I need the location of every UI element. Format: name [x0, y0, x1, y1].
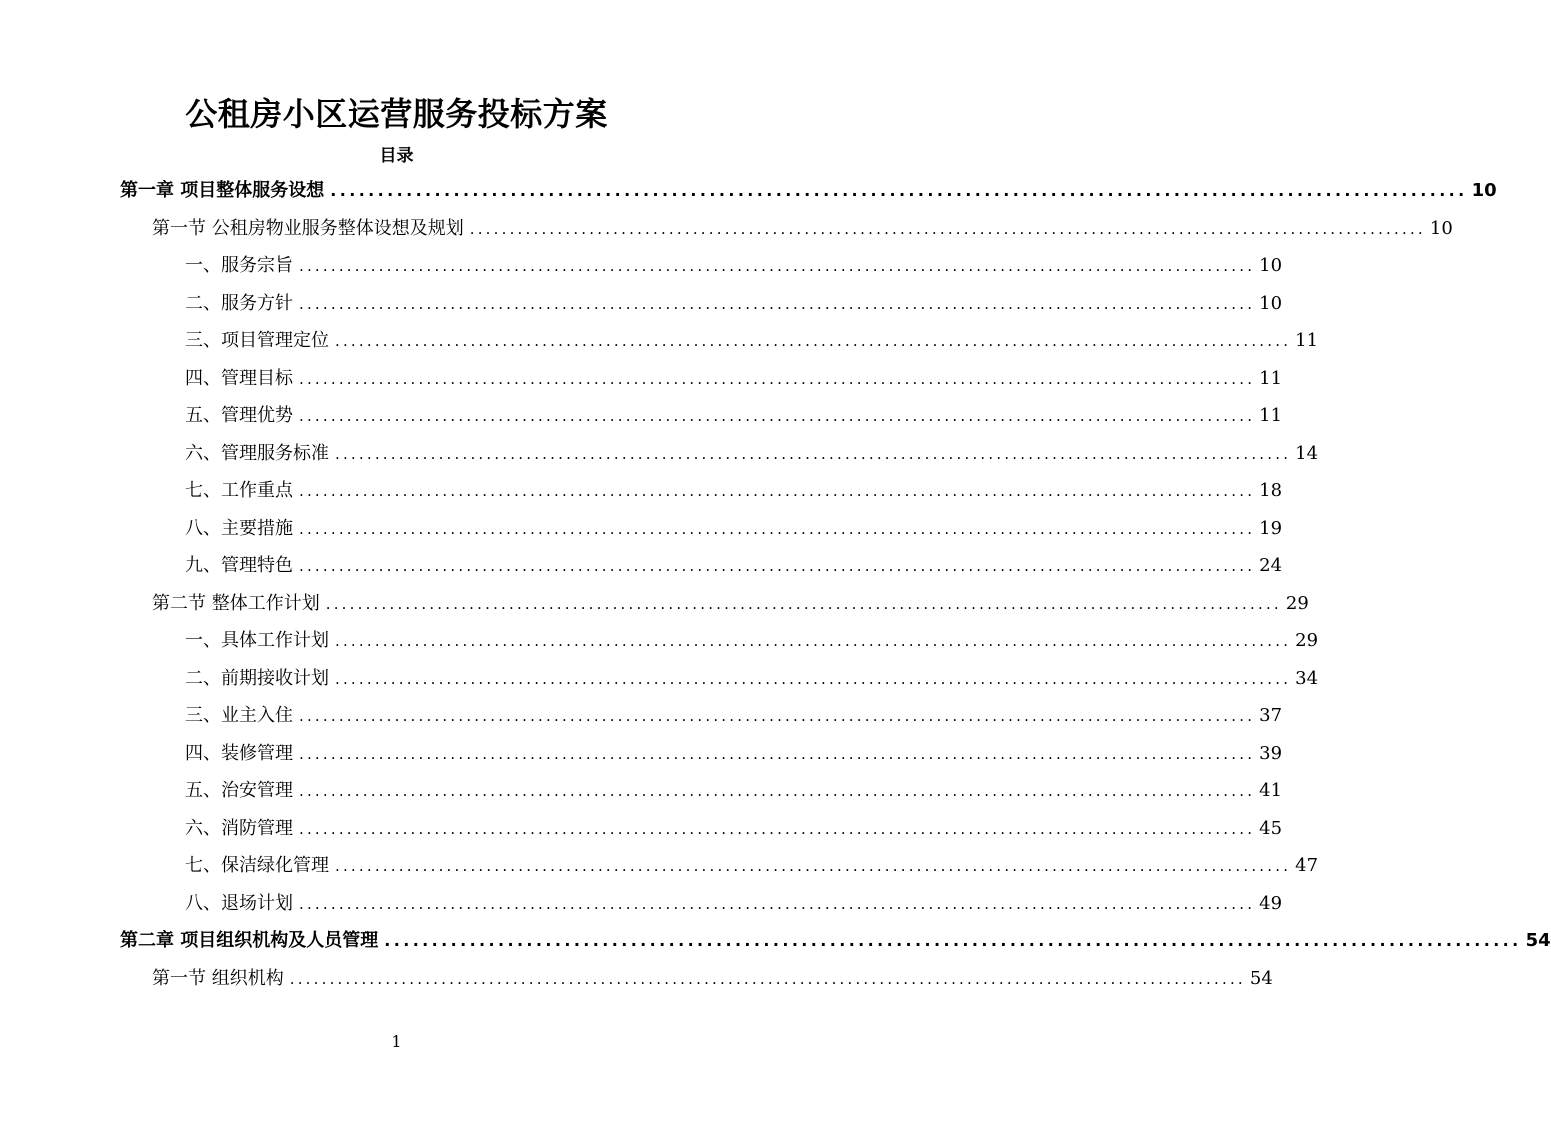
toc-dot-leader: ........................................................................................................................: [325, 594, 1282, 613]
toc-entry-page-number: 11: [1259, 405, 1283, 426]
toc-dot-leader: ........................................................................................................................: [384, 931, 1522, 950]
footer-page-number: 1: [391, 1032, 402, 1051]
toc-dot-leader: ........................................................................................................................: [299, 819, 1256, 838]
toc-entry-label: 六、管理服务标准: [185, 442, 329, 464]
toc-entry-page-number: 14: [1295, 442, 1319, 464]
document-title: 公租房小区运营服务投标方案: [185, 95, 608, 133]
toc-dot-leader: ........................................................................................................................: [299, 519, 1256, 538]
toc-entry[interactable]: [185, 476, 1283, 506]
toc-dot-leader: ........................................................................................................................: [330, 181, 1468, 200]
toc-entry-label: 一、服务宗旨: [185, 255, 293, 276]
toc-entry-page-number: 45: [1259, 817, 1283, 839]
toc-entry-label: 二、前期接收计划: [185, 667, 329, 689]
toc-dot-leader: ........................................................................................................................: [299, 894, 1256, 913]
toc-entry-page-number: 54: [1249, 967, 1273, 989]
toc-entry[interactable]: [185, 551, 1283, 581]
toc-entry[interactable]: [185, 776, 1283, 806]
toc-entry-label: 六、消防管理: [185, 817, 293, 839]
toc-entry[interactable]: [185, 251, 1283, 281]
toc-entry[interactable]: [185, 364, 1283, 394]
toc-entry[interactable]: [185, 401, 1283, 431]
toc-dot-leader: ........................................................................................................................: [299, 482, 1256, 500]
toc-entry[interactable]: [152, 214, 1453, 244]
toc-dot-leader: ........................................................................................................................: [335, 632, 1292, 650]
toc-entry-page-number: 11: [1259, 367, 1283, 389]
toc-entry[interactable]: [152, 589, 1309, 619]
toc-entry-label: 第二章 项目组织机构及人员管理: [120, 930, 379, 951]
toc-entry[interactable]: [120, 176, 1497, 206]
toc-entry-label: 七、工作重点: [185, 480, 293, 501]
toc-entry-label: 五、治安管理: [185, 780, 293, 801]
toc-dot-leader: ........................................................................................................................: [299, 257, 1256, 275]
toc-entry-page-number: 41: [1259, 780, 1283, 801]
toc-entry[interactable]: [152, 964, 1273, 994]
toc-entry-page-number: 18: [1259, 480, 1283, 501]
toc-entry[interactable]: [185, 739, 1283, 769]
toc-entry-label: 八、退场计划: [185, 892, 293, 914]
toc-entry[interactable]: [185, 814, 1283, 844]
toc-entry-page-number: 10: [1429, 217, 1453, 239]
toc-entry-page-number: 29: [1295, 630, 1319, 651]
toc-entry-page-number: 10: [1471, 180, 1497, 201]
toc-entry[interactable]: [185, 701, 1283, 731]
toc-entry-label: 一、具体工作计划: [185, 630, 329, 651]
toc-dot-leader: ........................................................................................................................: [299, 707, 1256, 725]
toc-entry-page-number: 54: [1525, 930, 1551, 951]
toc-entry-label: 四、装修管理: [185, 742, 293, 764]
toc-dot-leader: ........................................................................................................................: [289, 969, 1246, 988]
toc-entry[interactable]: [185, 439, 1319, 469]
toc-entry-label: 四、管理目标: [185, 367, 293, 389]
toc-dot-leader: ........................................................................................................................: [335, 332, 1292, 350]
toc-entry[interactable]: [185, 664, 1319, 694]
toc-entry-page-number: 11: [1295, 330, 1319, 351]
toc-dot-leader: ........................................................................................................................: [335, 857, 1292, 875]
toc-entry-page-number: 10: [1259, 292, 1283, 314]
toc-entry-page-number: 34: [1295, 667, 1319, 689]
toc-entry[interactable]: [185, 851, 1319, 881]
toc-entry-label: 八、主要措施: [185, 517, 293, 539]
toc-entry-label: 二、服务方针: [185, 292, 293, 314]
toc-entry-label: 九、管理特色: [185, 555, 293, 576]
toc-entry-label: 第一节 组织机构: [152, 967, 284, 989]
toc-entry-label: 三、业主入住: [185, 705, 293, 726]
toc-entry[interactable]: [185, 626, 1319, 656]
toc-entry-page-number: 37: [1259, 705, 1283, 726]
toc-entry-label: 三、项目管理定位: [185, 330, 329, 351]
toc-dot-leader: ........................................................................................................................: [335, 444, 1292, 463]
toc-heading: 目录: [379, 146, 414, 166]
toc-entry[interactable]: [185, 514, 1283, 544]
toc-entry-label: 五、管理优势: [185, 405, 293, 426]
toc-dot-leader: ........................................................................................................................: [335, 669, 1292, 688]
toc-dot-leader: ........................................................................................................................: [469, 219, 1426, 238]
toc-entry-page-number: 10: [1259, 255, 1283, 276]
toc-entry-page-number: 19: [1259, 517, 1283, 539]
toc-dot-leader: ........................................................................................................................: [299, 744, 1256, 763]
toc-entry-page-number: 29: [1285, 592, 1309, 614]
toc-dot-leader: ........................................................................................................................: [299, 407, 1256, 425]
toc-entry-page-number: 47: [1295, 855, 1319, 876]
toc-entry[interactable]: [185, 289, 1283, 319]
toc-dot-leader: ........................................................................................................................: [299, 557, 1256, 575]
toc-entry[interactable]: [185, 889, 1283, 919]
toc-dot-leader: ........................................................................................................................: [299, 369, 1256, 388]
toc-entry[interactable]: [185, 326, 1319, 356]
toc-entry[interactable]: [120, 926, 1551, 956]
toc-entry-page-number: 49: [1259, 892, 1283, 914]
toc-dot-leader: ........................................................................................................................: [299, 294, 1256, 313]
toc-entry-label: 七、保洁绿化管理: [185, 855, 329, 876]
toc-entry-label: 第二节 整体工作计划: [152, 592, 320, 614]
toc-entry-label: 第一章 项目整体服务设想: [120, 180, 325, 201]
toc-entry-page-number: 24: [1259, 555, 1283, 576]
toc-dot-leader: ........................................................................................................................: [299, 782, 1256, 800]
toc-entry-page-number: 39: [1259, 742, 1283, 764]
toc-entry-label: 第一节 公租房物业服务整体设想及规划: [152, 217, 464, 239]
